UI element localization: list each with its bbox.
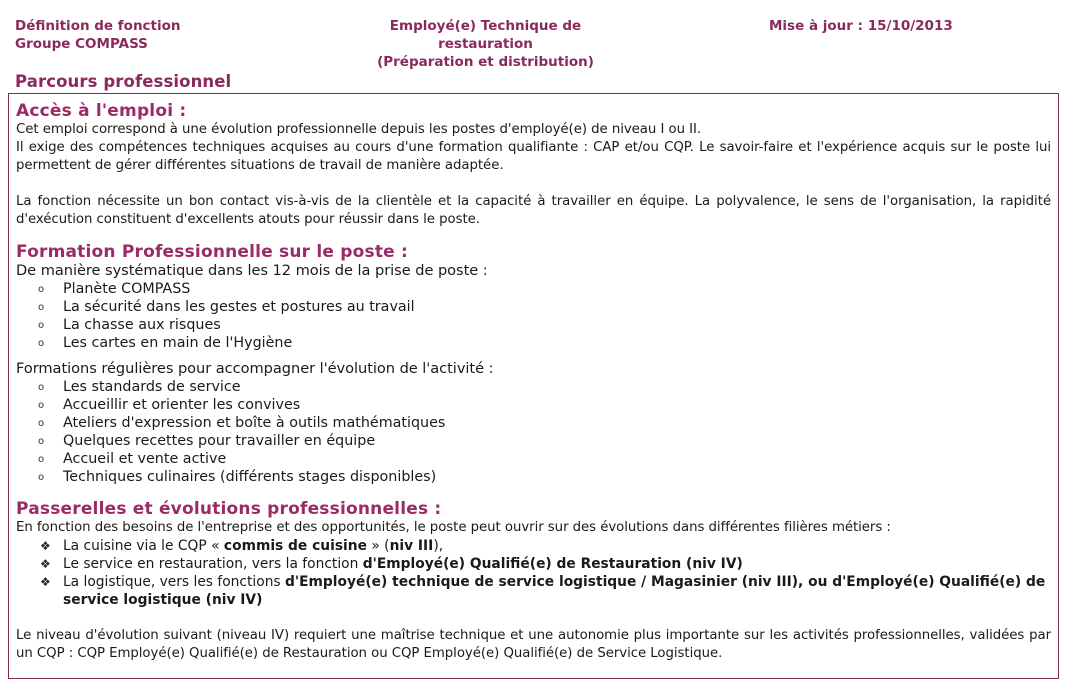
passerelles-list (38, 537, 1051, 609)
list-item: o Planète COMPASS (38, 280, 1051, 298)
list-item: ❖ La cuisine via le CQP « commis de cuisine » (niv III), (40, 538, 444, 554)
list-item: o Ateliers d'expression et boîte à outils mathématiques (38, 414, 1051, 432)
circle-bullet-icon: o (38, 302, 45, 313)
passerelles-intro: En fonction des besoins de l'entreprise et des opportunités, le poste peut ouvrir sur des évolutions dans différentes filières métiers : (16, 520, 891, 535)
list-item: o La chasse aux risques (38, 316, 1051, 334)
diamond-bullet-icon: ❖ (40, 539, 51, 553)
passerelles-closing: Le niveau d'évolution suivant (niveau IV) requiert une maîtrise technique et une autonomie plus importante sur les activités professionnelles, validées par un CQP : CQP Employé(e) Qualifié(e) de Restauration ou CQP Employé(e) Qualifié(e) de Service Logistique. (16, 628, 1051, 661)
list-item: o Quelques recettes pour travailler en équipe (38, 432, 1051, 450)
diamond-bullet-icon: ❖ (40, 557, 51, 571)
circle-bullet-icon: o (38, 472, 45, 483)
heading-acces-emploi: Accès à l'emploi : (16, 101, 187, 121)
list-item: o La sécurité dans les gestes et postures au travail (38, 298, 1051, 316)
document-type: Définition de fonction (15, 18, 181, 34)
formation-list-regular (38, 378, 1051, 486)
header-center (343, 17, 628, 71)
heading-passerelles: Passerelles et évolutions professionnelles : (16, 499, 442, 519)
update-date: Mise à jour : 15/10/2013 (769, 18, 953, 34)
acces-paragraph-1a: Cet emploi correspond à une évolution professionnelle depuis les postes d'employé(e) de niveau I ou II. (16, 122, 702, 137)
content-box (8, 93, 1059, 679)
list-item: o Les cartes en main de l'Hygiène (38, 334, 1051, 352)
job-title: Employé(e) Technique de restauration (389, 18, 582, 52)
list-item: o Accueil et vente active (38, 450, 1051, 468)
circle-bullet-icon: o (38, 418, 45, 429)
circle-bullet-icon: o (38, 320, 45, 331)
company-name: Groupe COMPASS (15, 36, 148, 52)
circle-bullet-icon: o (38, 382, 45, 393)
list-item: ❖ Le service en restauration, vers la fonction d'Employé(e) Qualifié(e) de Restauration (niv IV) (40, 556, 743, 572)
circle-bullet-icon: o (38, 454, 45, 465)
list-item: o Les standards de service (38, 378, 1051, 396)
formation-intro-2: Formations régulières pour accompagner l'évolution de l'activité : (16, 360, 494, 377)
diamond-bullet-icon: ❖ (40, 575, 51, 589)
circle-bullet-icon: o (38, 338, 45, 349)
list-item: ❖ La logistique, vers les fonctions d'Employé(e) technique de service logistique / Magasinier (niv III), ou d'Employé(e) Qualifié(e) de service logistique (niv IV) (40, 574, 1046, 608)
circle-bullet-icon: o (38, 400, 45, 411)
header-left (15, 17, 181, 53)
circle-bullet-icon: o (38, 284, 45, 295)
section-title: Parcours professionnel (15, 72, 232, 91)
formation-intro-1: De manière systématique dans les 12 mois de la prise de poste : (16, 262, 488, 279)
acces-paragraph-2: La fonction nécessite un bon contact vis-à-vis de la clientèle et la capacité à travailler en équipe. La polyvalence, le sens de l'organisation, la rapidité d'exécution constituent d'excellents atouts pour réussir dans le poste. (16, 194, 1051, 227)
list-item: o Accueillir et orienter les convives (38, 396, 1051, 414)
formation-list-systematic (38, 280, 1051, 352)
document-header (0, 17, 1078, 70)
heading-formation: Formation Professionnelle sur le poste : (16, 242, 408, 262)
job-subtitle: (Préparation et distribution) (377, 54, 594, 70)
circle-bullet-icon: o (38, 436, 45, 447)
acces-paragraph-1b: Il exige des compétences techniques acquises au cours d'une formation qualifiante : CAP et/ou CQP. Le savoir-faire et l'expérience acquis sur le poste lui permettent de gérer différentes situations de travail de manière adaptée. (16, 140, 1051, 173)
list-item: o Techniques culinaires (différents stages disponibles) (38, 468, 1051, 486)
